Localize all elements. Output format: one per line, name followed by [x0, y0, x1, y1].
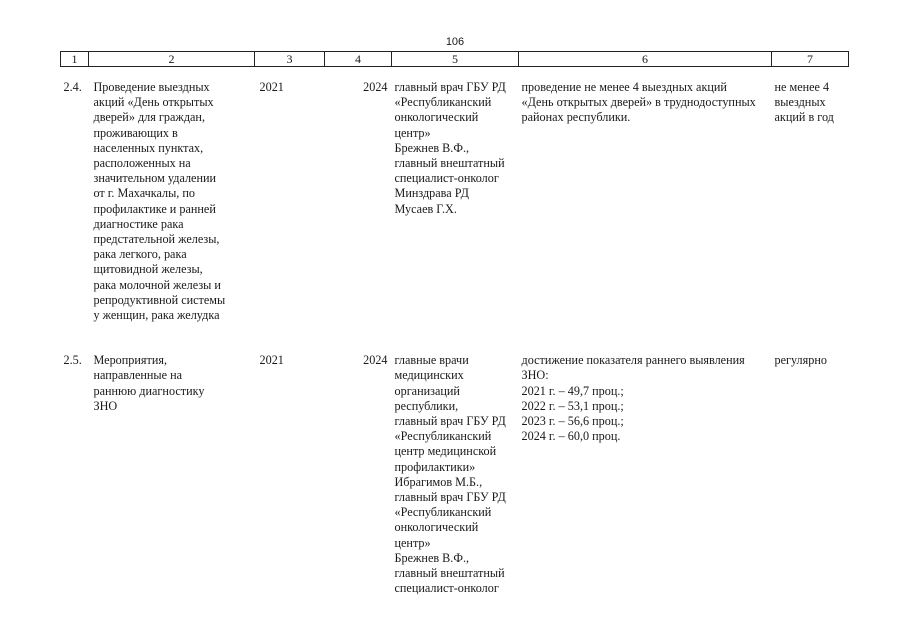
responsible-persons: главные врачи медицинских организаций республики, главный врач ГБУ РД «Республиканский центр медицинской профилактики» Ибрагимов М.Б., главный врач ГБУ РД «Республиканский онкологический центр» Брежнев В.Ф., главный внештатный специалист-онколог — [394, 353, 506, 596]
table-row — [61, 80, 849, 323]
row-number: 2.4. — [63, 80, 82, 94]
responsible-persons: главный врач ГБУ РД «Республиканский онкологический центр» Брежнев В.Ф., главный внештатный специалист-онколог Минздрава РД Мусаев Г.Х. — [394, 80, 506, 216]
table-row — [61, 353, 849, 596]
end-year: 2024 — [363, 80, 388, 94]
plan-table — [60, 51, 849, 597]
indicator: регулярно — [774, 353, 827, 368]
event-name: Проведение выездных акций «День открытых дверей» для граждан, проживающих в населенных пунктах, расположенных на значительном удалении от г. Махачкалы, по профилактике и ранней диагностике рака предстательной железы, рака легкого, рака щитовидной железы, рака молочной железы и репродуктивной системы у женщин, рака желудка — [93, 80, 226, 323]
row-number: 2.5. — [63, 353, 82, 368]
end-year: 2024 — [363, 353, 388, 368]
column-header-1: 1 — [61, 52, 89, 67]
start-year: 2021 — [259, 80, 284, 94]
indicator: не менее 4 выездных акций в год — [774, 80, 834, 125]
event-name: Мероприятия, направленные на раннюю диагностику ЗНО — [93, 353, 205, 413]
column-header-3: 3 — [255, 52, 325, 67]
expected-result: достижение показателя раннего выявления ЗНО: 2021 г. – 49,7 проц.; 2022 г. – 53,1 проц.; 2023 г. – 56,6 проц.; 2024 г. – 60,0 проц. — [521, 353, 745, 444]
column-header-5: 5 — [392, 52, 519, 67]
start-year: 2021 — [259, 353, 284, 368]
column-header-4: 4 — [325, 52, 392, 67]
column-header-2: 2 — [89, 52, 255, 67]
column-header-6: 6 — [519, 52, 772, 67]
column-number-header — [61, 52, 849, 67]
page-number: 106 — [445, 36, 465, 48]
column-header-7: 7 — [772, 52, 849, 67]
expected-result: проведение не менее 4 выездных акций «День открытых дверей» в труднодоступных районах республики. — [521, 80, 756, 125]
